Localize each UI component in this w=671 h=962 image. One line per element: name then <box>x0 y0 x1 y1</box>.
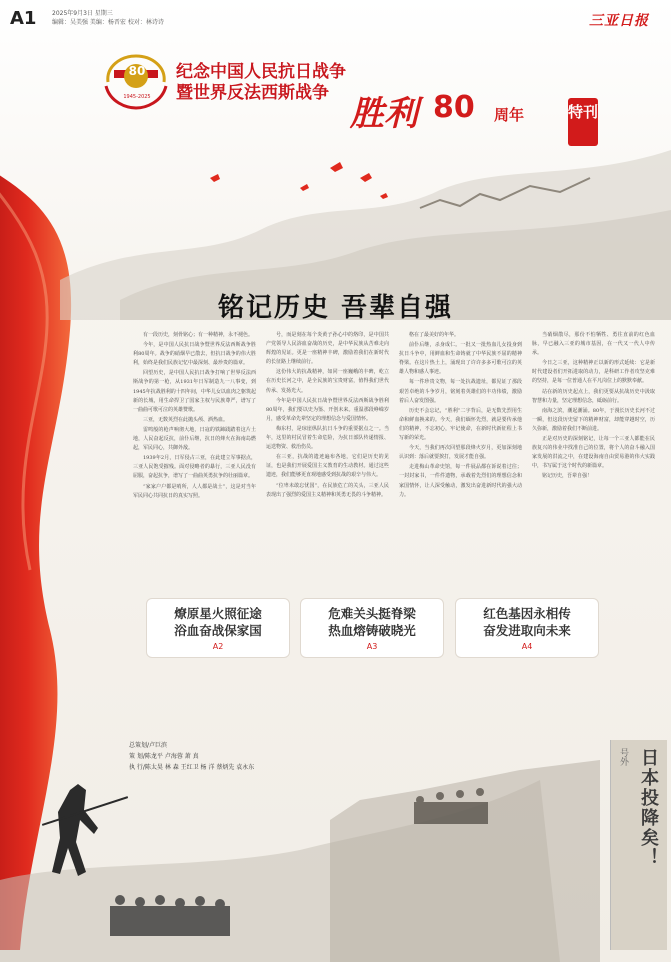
article-column <box>266 331 389 583</box>
anniversary-number: 80 <box>433 90 475 125</box>
credit-planner: 总策划/卢巨滨 <box>129 742 168 749</box>
section-ref: A2 <box>212 642 224 651</box>
section-ref-a3 <box>300 640 444 656</box>
article-column <box>399 331 522 583</box>
masthead <box>0 0 671 34</box>
article-paragraph: “家家户户都是哨所，人人都是战士”，这是对当年军民同心共同抗日的真实写照。 <box>133 483 256 499</box>
article-paragraph: 梅东村，是琼崖纵队抗日斗争的重要据点之一。当年，这里的村民冒着生命危险，为抗日部队传递情报、运送物资、救治伤员。 <box>266 425 389 451</box>
article-paragraph: 回望历史，是中国人民抗日战争打响了世界反法西斯战争的第一枪，从1931年日军制造九一八事变，到1945年抗战胜利的十四年间，中华儿女以血肉之躯筑起新的长城，用生命捍卫了国家主权与民族尊严，谱写了一曲曲可歌可泣的英雄赞歌。 <box>133 370 256 413</box>
editor-line: 编辑：吴美强 美编：杨晋宏 校对：林诗诗 <box>52 19 164 26</box>
section-title-line-2: 浴血奋战保家国 <box>174 623 262 638</box>
article-paragraph: 铭记历史，吾辈自强！ <box>542 473 593 480</box>
article-paragraph: 南海之滨，潮起潮涌。80年，于漫长历史长河不过一瞬，但这段历史留下的精神财富，却能穿越时空，历久弥新，激励着我们不断前进。 <box>532 407 655 432</box>
special-issue-badge: 特刊 <box>568 98 598 146</box>
victory-calligraphy: 胜利 <box>350 94 418 134</box>
article-paragraph: 走进梅山革命史馆，每一件展品都在诉说着过往；一封封家书，一件件遗物，承载着先烈们的理想信念和家国情怀，让人深受触动，激发出奋进新时代的强大动力。 <box>399 464 522 498</box>
section-ref: A3 <box>366 642 378 651</box>
credit-planning: 策 划/陈龙平 卢海蓉 萧 真 <box>129 753 199 760</box>
newspaper-headline: 日本投降矣！ <box>638 748 659 868</box>
article-column <box>133 331 256 583</box>
emblem-number: 80 <box>128 64 146 78</box>
headline-line-2: 暨世界反法西斯战争 <box>176 83 329 103</box>
article-paragraph: 这份伟大的抗战精神，如同一座巍峨的丰碑，屹立在历史长河之中，是全民族的宝贵财富，值得我们世代传承、发扬光大。 <box>266 369 389 394</box>
section-ref-a2 <box>146 640 290 656</box>
newspaper-subline: 号外 <box>618 748 628 766</box>
section-title-line-1: 燎原星火照征途 <box>174 606 262 621</box>
article-paragraph: 前仆后继，杀身成仁。一批又一批热血儿女投身到抗日斗争中，用鲜血和生命铸就了中华民族不屈的精神脊梁。在这片热土上，涌现出了许许多多可歌可泣的英雄人物和感人事迹。 <box>399 342 522 376</box>
article-paragraph: 雷鸣般的枪声响彻大地，日寇的铁蹄践踏着这片土地，人民奋起反抗，前仆后继，抗日的烽火在海南岛燃起，军民同心，共御外敌。 <box>133 426 256 452</box>
section-title-line-1: 红色基因永相传 <box>483 606 571 621</box>
article-paragraph: 1939年2月，日军侵占三亚，在此建立军事据点，三亚人民饱受摧残。面对侵略者的暴行，三亚人民没有屈服，奋起抗争，谱写了一曲曲英勇抗争的壮丽篇章。 <box>133 455 256 480</box>
historical-newspaper-clipping <box>610 740 667 950</box>
article-paragraph: 有一段历史，刻骨铭心；有一种精神，永不褪色。 <box>143 332 254 338</box>
article-paragraph: 历史不会忘记，“胜利”二字背后，是无数先烈用生命和鲜血换来的。今天，我们缅怀先烈，就是要传承他们的精神，不忘初心，牢记使命，在新时代新征程上书写新的荣光。 <box>399 407 522 442</box>
article-paragraph: 三亚，无数英烈在此抛头颅、洒热血。 <box>143 416 229 423</box>
section-title-line-1: 危难关头挺脊梁 <box>328 606 416 621</box>
article-paragraph: “位卑未敢忘忧国”，在民族危亡的关头，三亚人民表现出了强烈的爱国主义精神和英勇无畏的斗争精神。 <box>266 482 389 498</box>
section-ref-a4 <box>455 640 599 656</box>
date-line: 2025年9月3日 星期三 <box>52 10 113 17</box>
page-number: A1 <box>10 8 37 29</box>
article-paragraph: 今天，当我们再次回望那段烽火岁月，更加深刻地认识到：落后就要挨打，发展才能自强。 <box>399 445 522 461</box>
article-paragraph: 当硝烟散尽，那份不怕牺牲、勇往直前的红色血脉，早已融入三亚的城市基因，在一代又一代人中传承。 <box>532 332 655 357</box>
edition-meta <box>52 9 164 27</box>
article-paragraph: 格在了最美好的年华。 <box>409 332 460 338</box>
special-issue-headline <box>176 62 346 104</box>
anniversary-emblem-icon <box>100 52 172 112</box>
article-paragraph: 站在新的历史起点上，我们更要从抗战历史中汲取智慧和力量，坚定理想信念，砥砺前行。 <box>532 388 655 404</box>
anniversary-label: 周年 <box>494 106 525 124</box>
headline-line-1: 纪念中国人民抗日战争 <box>176 62 346 82</box>
article-paragraph: 正是对历史的深刻铭记，让每一个三亚人都能在民族复兴的伟业中找准自己的位置，将个人的奋斗融入国家发展的洪流之中，在建设海南自由贸易港的伟大实践中，书写属于这个时代的新篇章。 <box>532 436 655 470</box>
section-title-line-2: 奋发进取向未来 <box>483 623 571 638</box>
article-paragraph: 在三亚，抗战的遗迹遍布各地，它们是历史的见证，也是我们开展爱国主义教育的生动教材。通过这些遗迹，我们能够更直观地感受到抗战的艰辛与伟大。 <box>266 454 389 479</box>
article-title: 铭记历史 吾辈自强 <box>217 293 454 323</box>
article-paragraph: 今日之三亚，这种精神正以新的形式延续：它是新时代建设者们开拓进取的动力，是科研工作者攻坚克难的坚持，是每一位普通人在平凡岗位上的默默奉献。 <box>532 360 655 385</box>
soldiers-historical-illustration <box>0 760 671 962</box>
article-paragraph: 今年是中国人民抗日战争暨世界反法西斯战争胜利80周年，我们要以史为鉴、开创未来。重温那段峥嵘岁月，感受革命先辈坚定的理想信念与爱国情怀。 <box>266 397 389 422</box>
credit-execution: 执 行/陈太昊 林 森 王红卫 杨 洋 蔡炳先 袁永东 <box>129 764 255 771</box>
article-paragraph: 号，而是刻在每个炎黄子孙心中的烙印，是中国共产党领导人民浴血奋战的历史，是中华民族从苦难走向辉煌的见证。更是一座精神丰碑，激励着我们在新时代的长征路上继续前行。 <box>266 332 389 366</box>
article-column <box>532 331 655 583</box>
article-body <box>133 331 655 583</box>
article-paragraph: 今年，是中国人民抗日战争暨世界反法西斯战争胜利80周年。战争的硝烟早已散去，但抗日战争的伟大胜利，始终是我们民族记忆中最深刻、最珍贵的篇章。 <box>133 342 256 367</box>
section-ref: A4 <box>521 642 533 651</box>
emblem-years: 1945-2025 <box>123 94 151 100</box>
article-paragraph: 每一件珍贵文物，每一处抗战遗址，都见证了那段艰苦卓绝的斗争岁月，铭刻着英雄们的丰功伟绩，激励着后人奋发图强。 <box>399 379 522 404</box>
section-title-line-2: 热血熔铸破晓光 <box>328 623 416 638</box>
brand-logo: 三亚日报 <box>589 13 649 29</box>
